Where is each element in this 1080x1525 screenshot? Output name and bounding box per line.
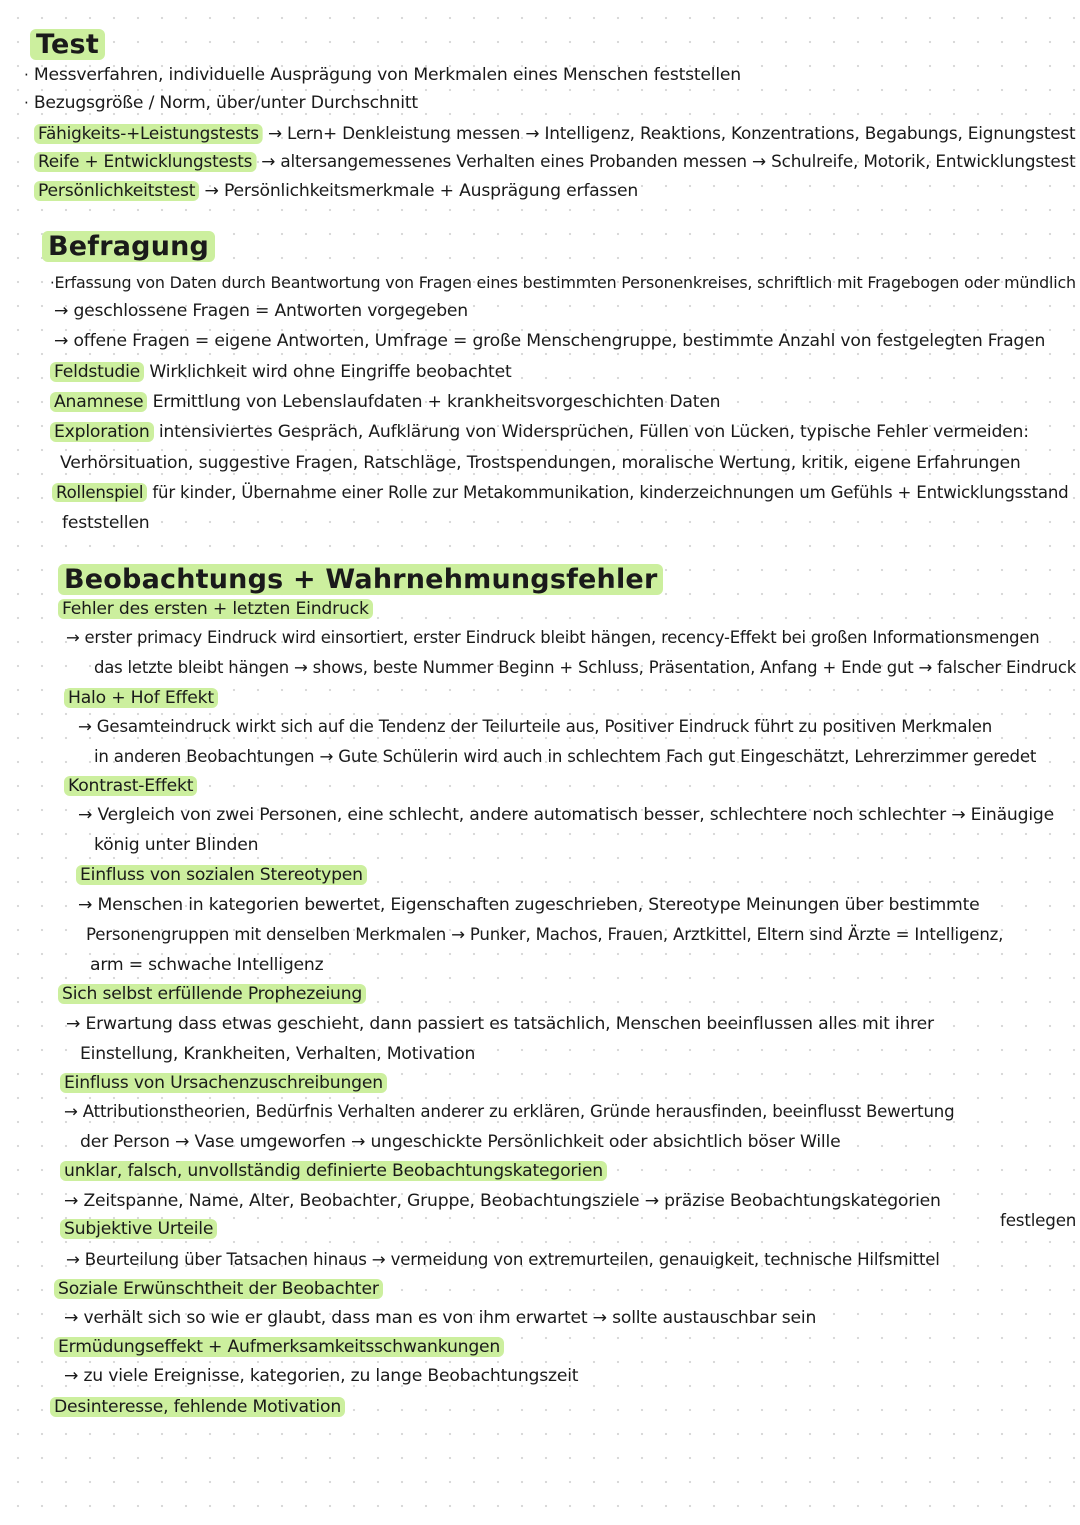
fehler-heading-8: Subjektive Urteile — [64, 1218, 217, 1240]
befragung-sub-1: → geschlossene Fragen = Antworten vorgegeben — [54, 301, 468, 321]
fehler-line: → Gesamteindruck wirkt sich auf die Tendenz der Teilurteile aus, Positiver Eindruck führt zu positiven Merkmalen — [78, 717, 993, 736]
test-line-2: · Bezugsgröße / Norm, über/unter Durchschnitt — [24, 93, 418, 113]
fehler-heading-2: Halo + Hof Effekt — [68, 687, 218, 709]
fehler-heading-10: Ermüdungseffekt + Aufmerksamkeitsschwankungen — [58, 1336, 504, 1358]
fehler-line: Einstellung, Krankheiten, Verhalten, Motivation — [80, 1044, 476, 1064]
befragung-item-rollenspiel: Rollenspiel für kinder, Übernahme einer Rolle zur Metakommunikation, kinderzeichnungen um Gefühls + Entwicklungsstand — [56, 482, 1069, 504]
fehler-line: → Menschen in kategorien bewertet, Eigenschaften zugeschrieben, Stereotype Meinungen über bestimmte — [78, 895, 980, 915]
fehler-heading-3: Kontrast-Effekt — [68, 775, 197, 797]
section-title-befragung: Befragung — [46, 230, 215, 264]
befragung-item-anamnese: Anamnese Ermittlung von Lebenslaufdaten + krankheitsvorgeschichten Daten — [54, 391, 720, 413]
befragung-intro: ·Erfassung von Daten durch Beantwortung von Fragen eines bestimmten Personenkreises, schriftlich mit Fragebogen oder mündlich — [50, 273, 1076, 292]
fehler-heading-5: Sich selbst erfüllende Prophezeiung — [62, 983, 366, 1005]
fehler-line: → Attributionstheorien, Bedürfnis Verhalten anderer zu erklären, Gründe herausfinden, beeinflusst Bewertung — [64, 1102, 955, 1121]
fehler-heading-1: Fehler des ersten + letzten Eindruck — [62, 598, 373, 620]
fehler-line: → Vergleich von zwei Personen, eine schlecht, andere automatisch besser, schlechtere noch schlechter → Einäugige — [78, 805, 1054, 825]
fehler-line: → zu viele Ereignisse, kategorien, zu lange Beobachtungszeit — [64, 1366, 579, 1386]
fehler-line: in anderen Beobachtungen → Gute Schülerin wird auch in schlechtem Fach gut Eingeschätzt, Lehrerzimmer geredet — [94, 747, 1037, 766]
fehler-line: Personengruppen mit denselben Merkmalen → Punker, Machos, Frauen, Arztkittel, Eltern sind Ärzte = Intelligenz, — [86, 925, 1004, 944]
test-item-3: Persönlichkeitstest → Persönlichkeitsmerkmale + Ausprägung erfassen — [38, 180, 638, 202]
fehler-line: → Beurteilung über Tatsachen hinaus → vermeidung von extremurteilen, genauigkeit, technische Hilfsmittel — [66, 1250, 940, 1269]
fehler-heading-6: Einfluss von Ursachenzuschreibungen — [64, 1072, 387, 1094]
fehler-line: der Person → Vase umgeworfen → ungeschickte Persönlichkeit oder absichtlich böser Wille — [80, 1132, 841, 1152]
fehler-line: → verhält sich so wie er glaubt, dass man es von ihm erwartet → sollte austauschbar sein — [64, 1308, 817, 1328]
section-title-test: Test — [34, 28, 105, 62]
fehler-line: arm = schwache Intelligenz — [90, 955, 324, 975]
test-item-1: Fähigkeits-+Leistungstests → Lern+ Denkleistung messen → Intelligenz, Reaktions, Konzentrations, Begabungs, Eignungstest — [38, 123, 1075, 145]
befragung-exploration-cont: Verhörsituation, suggestive Fragen, Ratschläge, Trostspendungen, moralische Wertung, kritik, eigene Erfahrungen — [60, 453, 1021, 473]
befragung-item-exploration: Exploration intensiviertes Gespräch, Aufklärung von Widersprüchen, Füllen von Lücken, typische Fehler vermeiden: — [54, 421, 1029, 443]
fehler-line: → erster primacy Eindruck wird einsortiert, erster Eindruck bleibt hängen, recency-Effekt bei großen Informationsmengen — [66, 628, 1040, 647]
fehler-line: → Erwartung dass etwas geschieht, dann passiert es tatsächlich, Menschen beeinflussen alles mit ihrer — [66, 1014, 934, 1034]
test-line-1: · Messverfahren, individuelle Ausprägung von Merkmalen eines Menschen feststellen — [24, 65, 741, 85]
fehler-line: könig unter Blinden — [94, 835, 259, 855]
fehler-line: → Zeitspanne, Name, Alter, Beobachter, Gruppe, Beobachtungsziele → präzise Beobachtungskategorien — [64, 1191, 941, 1211]
befragung-rollenspiel-cont: feststellen — [62, 513, 150, 533]
fehler-heading-4: Einfluss von sozialen Stereotypen — [80, 864, 367, 886]
fehler-heading-9: Soziale Erwünschtheit der Beobachter — [58, 1278, 383, 1300]
befragung-sub-2: → offene Fragen = eigene Antworten, Umfrage = große Menschengruppe, bestimmte Anzahl von festgelegten Fragen — [54, 331, 1046, 351]
test-item-2: Reife + Entwicklungstests → altersangemessenes Verhalten eines Probanden messen → Schulreife, Motorik, Entwicklungstest — [38, 151, 1076, 173]
fehler-heading-7: unklar, falsch, unvollständig definierte Beobachtungskategorien — [64, 1160, 607, 1182]
fehler-line: das letzte bleibt hängen → shows, beste Nummer Beginn + Schluss, Präsentation, Anfang + Ende gut → falscher Eindruck — [94, 658, 1077, 677]
fehler-line: festlegen — [1000, 1211, 1077, 1231]
fehler-heading-11: Desinteresse, fehlende Motivation — [54, 1396, 345, 1418]
befragung-item-feldstudie: Feldstudie Wirklichkeit wird ohne Eingriffe beobachtet — [54, 361, 512, 383]
section-title-fehler: Beobachtungs + Wahrnehmungsfehler — [62, 563, 663, 597]
